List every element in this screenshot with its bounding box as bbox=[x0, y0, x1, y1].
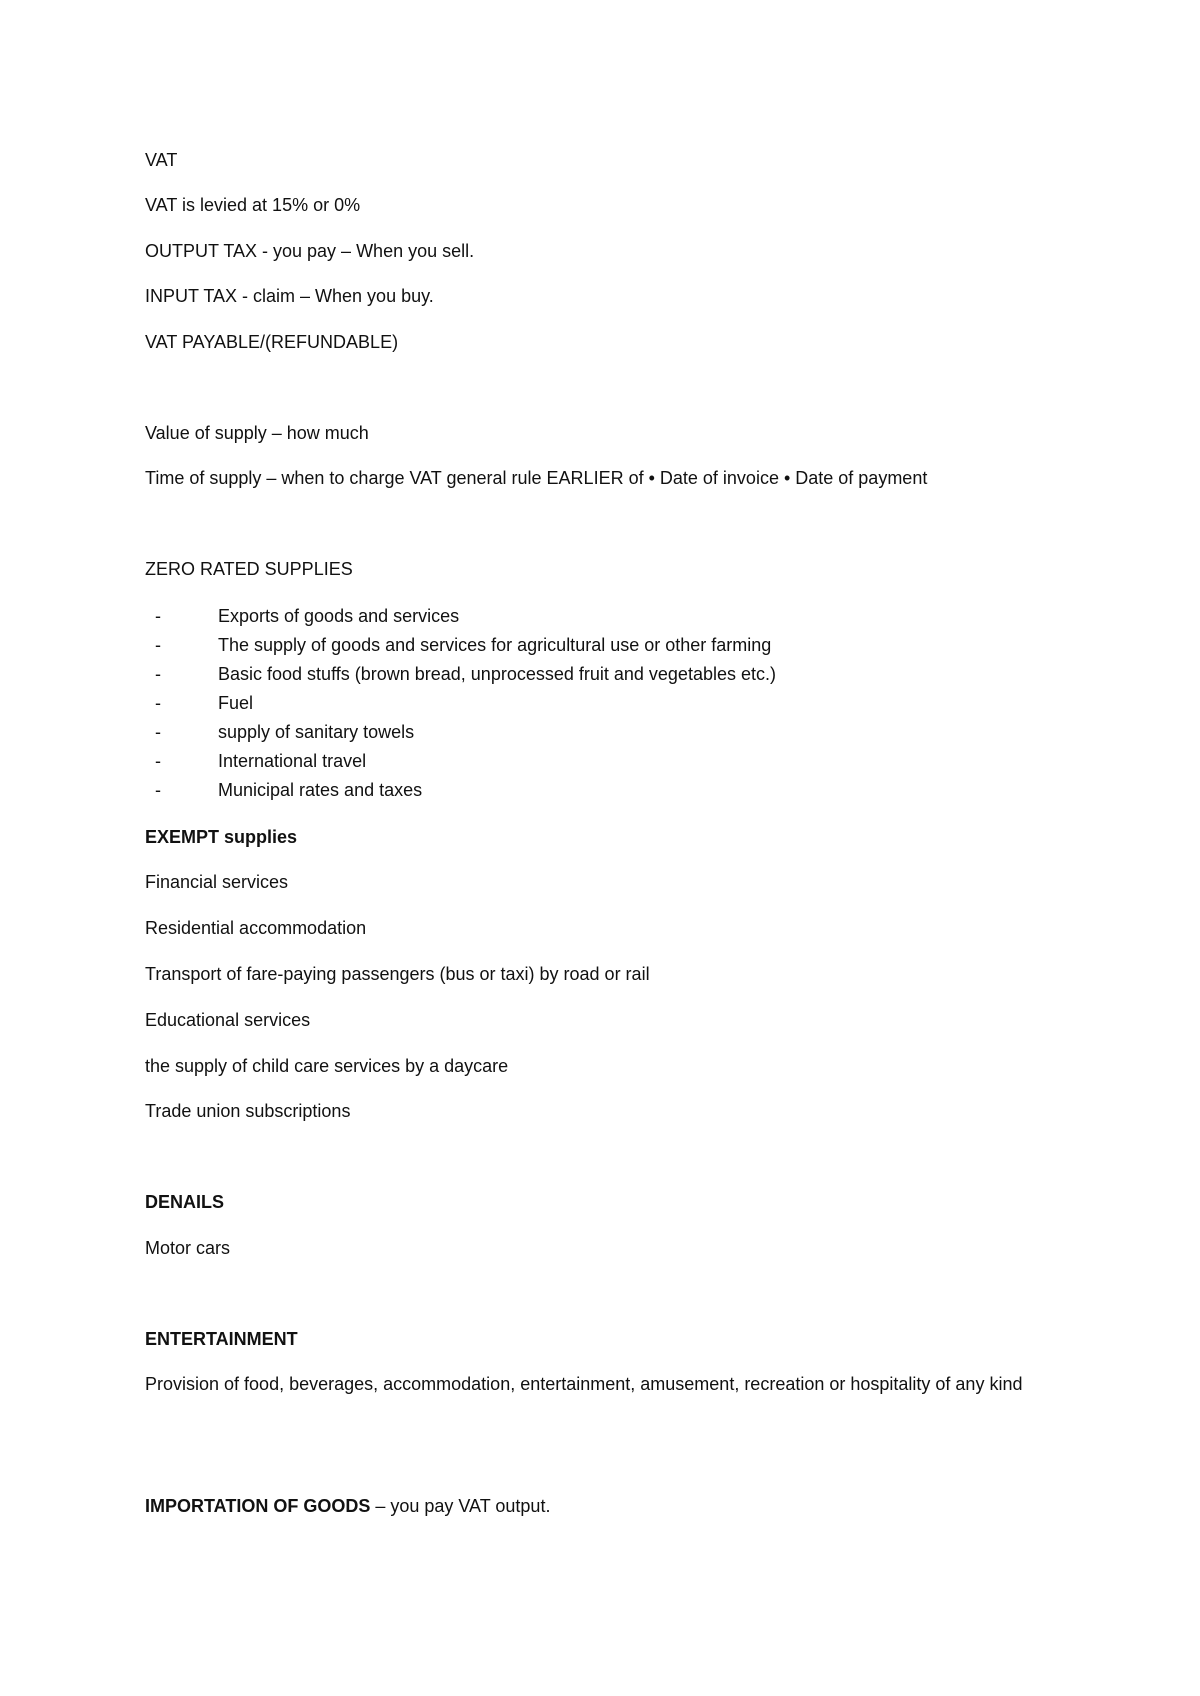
entertainment-heading: ENTERTAINMENT bbox=[145, 1329, 298, 1349]
exempt-item: Residential accommodation bbox=[145, 918, 367, 938]
exempt-item: Trade union subscriptions bbox=[145, 1101, 351, 1121]
bullet-dash: - bbox=[155, 780, 161, 800]
zero-rated-item: Fuel bbox=[218, 693, 254, 713]
importation-text: – you pay VAT output. bbox=[370, 1496, 551, 1516]
zero-rated-item: Exports of goods and services bbox=[218, 606, 460, 626]
bullet-dash: - bbox=[155, 635, 161, 655]
zero-rated-heading: ZERO RATED SUPPLIES bbox=[145, 559, 353, 579]
time-of-supply-line: Time of supply – when to charge VAT general rule EARLIER of • Date of invoice • Date of payment bbox=[145, 468, 928, 488]
exempt-item: Educational services bbox=[145, 1010, 311, 1030]
doc-title: VAT bbox=[145, 150, 178, 170]
denails-item: Motor cars bbox=[145, 1238, 231, 1258]
zero-rated-item: The supply of goods and services for agricultural use or other farming bbox=[218, 635, 772, 655]
denails-heading: DENAILS bbox=[145, 1192, 225, 1212]
importation-line bbox=[145, 1494, 550, 1518]
entertainment-text: Provision of food, beverages, accommodation, entertainment, amusement, recreation or hospitality of any kind bbox=[145, 1374, 1023, 1394]
exempt-item: the supply of child care services by a daycare bbox=[145, 1056, 509, 1076]
zero-rated-item: International travel bbox=[218, 751, 367, 771]
output-tax-line: OUTPUT TAX - you pay – When you sell. bbox=[145, 241, 475, 261]
input-tax-line: INPUT TAX - claim – When you buy. bbox=[145, 286, 434, 306]
exempt-heading: EXEMPT supplies bbox=[145, 827, 298, 847]
bullet-dash: - bbox=[155, 751, 161, 771]
zero-rated-item: supply of sanitary towels bbox=[218, 722, 415, 742]
importation-heading: IMPORTATION OF GOODS bbox=[145, 1496, 371, 1516]
vat-rate-line: VAT is levied at 15% or 0% bbox=[145, 195, 361, 215]
exempt-item: Financial services bbox=[145, 872, 289, 892]
zero-rated-item: Basic food stuffs (brown bread, unprocessed fruit and vegetables etc.) bbox=[218, 664, 776, 684]
bullet-dash: - bbox=[155, 693, 161, 713]
bullet-dash: - bbox=[155, 606, 161, 626]
vat-payable-line: VAT PAYABLE/(REFUNDABLE) bbox=[145, 332, 399, 352]
bullet-dash: - bbox=[155, 722, 161, 742]
value-of-supply-line: Value of supply – how much bbox=[145, 423, 369, 443]
bullet-dash: - bbox=[155, 664, 161, 684]
exempt-item: Transport of fare-paying passengers (bus or taxi) by road or rail bbox=[145, 964, 650, 984]
zero-rated-item: Municipal rates and taxes bbox=[218, 780, 423, 800]
